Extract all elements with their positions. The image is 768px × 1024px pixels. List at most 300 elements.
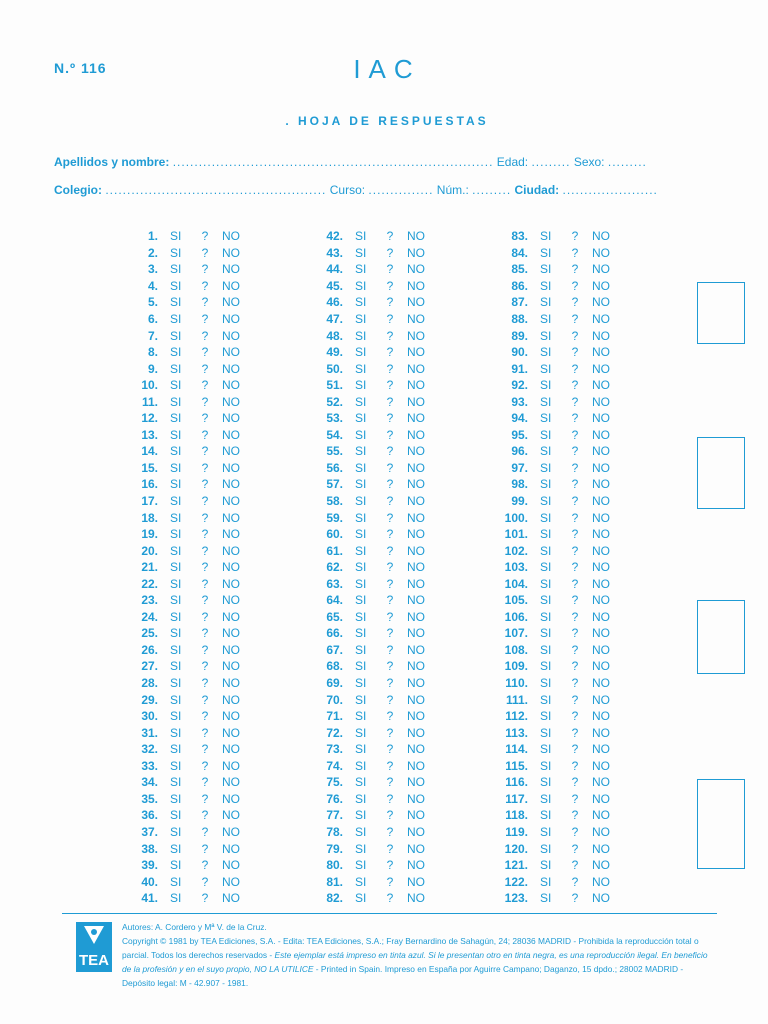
option-yes[interactable]: SI [170,692,182,707]
option-yes[interactable]: SI [540,659,552,674]
option-no[interactable]: NO [407,229,425,244]
option-yes[interactable]: SI [170,659,182,674]
option-yes[interactable]: SI [170,609,182,624]
option-maybe[interactable]: ? [386,758,394,773]
option-yes[interactable]: SI [170,758,182,773]
option-yes[interactable]: SI [355,494,367,509]
option-no[interactable]: NO [407,824,425,839]
option-no[interactable]: NO [592,295,610,310]
option-yes[interactable]: SI [355,725,367,740]
option-maybe[interactable]: ? [386,345,394,360]
option-no[interactable]: NO [222,626,240,641]
option-maybe[interactable]: ? [386,312,394,326]
option-maybe[interactable]: ? [571,609,579,624]
option-maybe[interactable]: ? [386,229,394,244]
option-no[interactable]: NO [407,560,425,575]
option-no[interactable]: NO [222,361,240,376]
option-no[interactable]: NO [592,328,610,343]
option-no[interactable]: NO [222,510,240,525]
option-maybe[interactable]: ? [386,775,394,790]
score-box-1[interactable] [697,282,745,344]
option-no[interactable]: NO [222,411,240,426]
option-no[interactable]: NO [592,742,610,757]
option-maybe[interactable]: ? [201,543,209,558]
option-no[interactable]: NO [222,444,240,459]
option-no[interactable]: NO [407,477,425,492]
option-yes[interactable]: SI [540,576,552,591]
option-maybe[interactable]: ? [201,775,209,790]
option-yes[interactable]: SI [355,444,367,459]
option-maybe[interactable]: ? [386,295,394,310]
option-yes[interactable]: SI [355,709,367,724]
option-yes[interactable]: SI [540,692,552,707]
option-yes[interactable]: SI [540,477,552,492]
option-no[interactable]: NO [222,312,240,326]
option-yes[interactable]: SI [170,543,182,558]
option-yes[interactable]: SI [540,427,552,442]
option-no[interactable]: NO [592,229,610,244]
option-maybe[interactable]: ? [201,527,209,542]
option-maybe[interactable]: ? [386,328,394,343]
option-maybe[interactable]: ? [386,394,394,409]
option-no[interactable]: NO [592,560,610,575]
city-field[interactable]: ...................... [562,183,658,197]
option-maybe[interactable]: ? [571,874,579,889]
option-no[interactable]: NO [592,676,610,691]
option-yes[interactable]: SI [540,775,552,790]
option-maybe[interactable]: ? [386,742,394,757]
option-yes[interactable]: SI [170,229,182,244]
option-maybe[interactable]: ? [201,593,209,608]
option-maybe[interactable]: ? [201,758,209,773]
option-yes[interactable]: SI [355,593,367,608]
option-maybe[interactable]: ? [571,229,579,244]
option-maybe[interactable]: ? [386,808,394,823]
option-yes[interactable]: SI [540,891,552,906]
option-no[interactable]: NO [407,858,425,873]
option-no[interactable]: NO [222,345,240,360]
option-yes[interactable]: SI [355,361,367,376]
option-yes[interactable]: SI [170,510,182,525]
option-no[interactable]: NO [407,543,425,558]
option-yes[interactable]: SI [170,626,182,641]
option-yes[interactable]: SI [170,328,182,343]
option-yes[interactable]: SI [170,576,182,591]
option-maybe[interactable]: ? [386,874,394,889]
option-maybe[interactable]: ? [386,841,394,856]
option-yes[interactable]: SI [540,626,552,641]
option-no[interactable]: NO [222,460,240,475]
option-maybe[interactable]: ? [201,295,209,310]
option-yes[interactable]: SI [540,791,552,806]
name-field[interactable]: .......................................................................... [172,155,494,169]
option-no[interactable]: NO [222,775,240,790]
option-no[interactable]: NO [592,841,610,856]
option-maybe[interactable]: ? [201,278,209,293]
option-maybe[interactable]: ? [201,245,209,260]
option-no[interactable]: NO [222,858,240,873]
score-box-4[interactable] [697,779,745,869]
option-maybe[interactable]: ? [386,659,394,674]
option-no[interactable]: NO [592,345,610,360]
option-maybe[interactable]: ? [571,709,579,724]
option-no[interactable]: NO [592,576,610,591]
option-yes[interactable]: SI [355,378,367,393]
option-maybe[interactable]: ? [386,411,394,426]
option-yes[interactable]: SI [540,394,552,409]
option-no[interactable]: NO [407,626,425,641]
option-no[interactable]: NO [407,891,425,906]
option-maybe[interactable]: ? [201,460,209,475]
option-maybe[interactable]: ? [571,527,579,542]
option-no[interactable]: NO [222,378,240,393]
option-no[interactable]: NO [592,891,610,906]
course-field[interactable]: ............... [368,183,434,197]
option-maybe[interactable]: ? [571,676,579,691]
option-maybe[interactable]: ? [201,361,209,376]
option-yes[interactable]: SI [355,460,367,475]
option-no[interactable]: NO [592,858,610,873]
option-maybe[interactable]: ? [386,444,394,459]
option-maybe[interactable]: ? [571,444,579,459]
option-maybe[interactable]: ? [201,560,209,575]
option-yes[interactable]: SI [170,460,182,475]
option-maybe[interactable]: ? [201,378,209,393]
option-maybe[interactable]: ? [386,361,394,376]
option-no[interactable]: NO [222,427,240,442]
option-no[interactable]: NO [592,692,610,707]
score-box-3[interactable] [697,600,745,674]
option-yes[interactable]: SI [355,345,367,360]
option-no[interactable]: NO [592,444,610,459]
option-maybe[interactable]: ? [571,775,579,790]
option-maybe[interactable]: ? [386,427,394,442]
option-no[interactable]: NO [407,791,425,806]
option-no[interactable]: NO [407,808,425,823]
option-maybe[interactable]: ? [201,841,209,856]
option-maybe[interactable]: ? [386,477,394,492]
option-yes[interactable]: SI [540,543,552,558]
option-yes[interactable]: SI [540,593,552,608]
option-yes[interactable]: SI [355,626,367,641]
option-yes[interactable]: SI [170,642,182,657]
option-no[interactable]: NO [592,626,610,641]
option-no[interactable]: NO [592,874,610,889]
option-no[interactable]: NO [407,742,425,757]
option-no[interactable]: NO [222,328,240,343]
option-yes[interactable]: SI [355,411,367,426]
number-field[interactable]: ......... [472,183,512,197]
option-yes[interactable]: SI [170,775,182,790]
option-no[interactable]: NO [592,427,610,442]
option-yes[interactable]: SI [170,709,182,724]
option-maybe[interactable]: ? [386,576,394,591]
option-maybe[interactable]: ? [571,791,579,806]
option-yes[interactable]: SI [540,411,552,426]
option-yes[interactable]: SI [170,808,182,823]
option-no[interactable]: NO [592,609,610,624]
option-yes[interactable]: SI [355,742,367,757]
option-maybe[interactable]: ? [201,642,209,657]
option-no[interactable]: NO [407,758,425,773]
option-maybe[interactable]: ? [386,891,394,906]
option-no[interactable]: NO [592,725,610,740]
option-maybe[interactable]: ? [571,742,579,757]
option-maybe[interactable]: ? [201,477,209,492]
option-yes[interactable]: SI [170,858,182,873]
option-yes[interactable]: SI [540,295,552,310]
option-yes[interactable]: SI [540,676,552,691]
option-yes[interactable]: SI [540,328,552,343]
option-yes[interactable]: SI [540,725,552,740]
option-yes[interactable]: SI [170,725,182,740]
option-no[interactable]: NO [222,245,240,260]
option-no[interactable]: NO [407,709,425,724]
option-yes[interactable]: SI [540,361,552,376]
option-no[interactable]: NO [407,312,425,326]
option-no[interactable]: NO [592,775,610,790]
option-maybe[interactable]: ? [386,725,394,740]
option-yes[interactable]: SI [355,659,367,674]
option-yes[interactable]: SI [540,278,552,293]
option-maybe[interactable]: ? [201,411,209,426]
option-maybe[interactable]: ? [201,725,209,740]
option-maybe[interactable]: ? [386,560,394,575]
option-no[interactable]: NO [222,891,240,906]
option-maybe[interactable]: ? [386,709,394,724]
option-yes[interactable]: SI [355,758,367,773]
option-no[interactable]: NO [592,477,610,492]
option-yes[interactable]: SI [170,791,182,806]
option-maybe[interactable]: ? [386,626,394,641]
option-maybe[interactable]: ? [386,262,394,277]
option-maybe[interactable]: ? [386,824,394,839]
option-yes[interactable]: SI [170,427,182,442]
option-no[interactable]: NO [407,262,425,277]
option-yes[interactable]: SI [170,527,182,542]
option-yes[interactable]: SI [170,444,182,459]
option-no[interactable]: NO [222,543,240,558]
option-no[interactable]: NO [592,411,610,426]
option-maybe[interactable]: ? [571,858,579,873]
option-maybe[interactable]: ? [201,444,209,459]
option-maybe[interactable]: ? [386,791,394,806]
option-maybe[interactable]: ? [386,378,394,393]
option-no[interactable]: NO [407,345,425,360]
option-yes[interactable]: SI [170,394,182,409]
option-maybe[interactable]: ? [571,841,579,856]
option-yes[interactable]: SI [170,742,182,757]
option-no[interactable]: NO [592,510,610,525]
option-no[interactable]: NO [407,676,425,691]
option-yes[interactable]: SI [355,245,367,260]
option-no[interactable]: NO [222,808,240,823]
option-maybe[interactable]: ? [386,494,394,509]
option-yes[interactable]: SI [355,229,367,244]
option-yes[interactable]: SI [355,278,367,293]
option-no[interactable]: NO [592,791,610,806]
option-yes[interactable]: SI [540,262,552,277]
option-no[interactable]: NO [222,642,240,657]
option-maybe[interactable]: ? [201,394,209,409]
option-maybe[interactable]: ? [201,609,209,624]
option-yes[interactable]: SI [540,345,552,360]
option-no[interactable]: NO [407,775,425,790]
option-maybe[interactable]: ? [571,378,579,393]
option-maybe[interactable]: ? [571,560,579,575]
option-yes[interactable]: SI [355,609,367,624]
option-no[interactable]: NO [222,394,240,409]
option-maybe[interactable]: ? [386,676,394,691]
option-yes[interactable]: SI [355,427,367,442]
option-no[interactable]: NO [222,609,240,624]
option-yes[interactable]: SI [355,543,367,558]
option-no[interactable]: NO [592,361,610,376]
option-maybe[interactable]: ? [201,791,209,806]
option-no[interactable]: NO [222,725,240,740]
option-maybe[interactable]: ? [571,824,579,839]
option-maybe[interactable]: ? [386,278,394,293]
option-maybe[interactable]: ? [571,361,579,376]
option-maybe[interactable]: ? [201,692,209,707]
option-maybe[interactable]: ? [571,477,579,492]
option-maybe[interactable]: ? [201,742,209,757]
option-yes[interactable]: SI [540,824,552,839]
option-maybe[interactable]: ? [201,345,209,360]
option-yes[interactable]: SI [540,494,552,509]
option-maybe[interactable]: ? [386,510,394,525]
option-no[interactable]: NO [592,527,610,542]
option-maybe[interactable]: ? [201,858,209,873]
option-yes[interactable]: SI [170,824,182,839]
option-yes[interactable]: SI [355,477,367,492]
option-no[interactable]: NO [592,593,610,608]
option-maybe[interactable]: ? [571,345,579,360]
option-maybe[interactable]: ? [571,692,579,707]
option-yes[interactable]: SI [355,262,367,277]
option-no[interactable]: NO [222,494,240,509]
option-maybe[interactable]: ? [571,659,579,674]
option-yes[interactable]: SI [355,791,367,806]
option-no[interactable]: NO [222,692,240,707]
option-no[interactable]: NO [222,295,240,310]
option-yes[interactable]: SI [540,841,552,856]
option-maybe[interactable]: ? [386,642,394,657]
option-no[interactable]: NO [222,824,240,839]
option-maybe[interactable]: ? [386,460,394,475]
option-no[interactable]: NO [592,378,610,393]
option-maybe[interactable]: ? [201,874,209,889]
option-no[interactable]: NO [407,593,425,608]
option-yes[interactable]: SI [355,891,367,906]
option-maybe[interactable]: ? [571,543,579,558]
option-maybe[interactable]: ? [201,808,209,823]
option-maybe[interactable]: ? [201,494,209,509]
option-yes[interactable]: SI [540,560,552,575]
option-yes[interactable]: SI [540,808,552,823]
option-yes[interactable]: SI [540,527,552,542]
option-no[interactable]: NO [222,593,240,608]
option-no[interactable]: NO [407,510,425,525]
option-no[interactable]: NO [407,494,425,509]
option-yes[interactable]: SI [540,229,552,244]
option-maybe[interactable]: ? [201,891,209,906]
option-yes[interactable]: SI [540,858,552,873]
sex-field[interactable]: ......... [607,155,647,169]
option-no[interactable]: NO [407,874,425,889]
option-maybe[interactable]: ? [571,593,579,608]
option-no[interactable]: NO [407,444,425,459]
option-yes[interactable]: SI [170,494,182,509]
option-maybe[interactable]: ? [201,229,209,244]
option-yes[interactable]: SI [355,775,367,790]
option-maybe[interactable]: ? [386,543,394,558]
option-yes[interactable]: SI [355,874,367,889]
option-maybe[interactable]: ? [201,709,209,724]
option-no[interactable]: NO [592,824,610,839]
option-yes[interactable]: SI [170,411,182,426]
option-maybe[interactable]: ? [201,510,209,525]
option-no[interactable]: NO [407,642,425,657]
option-yes[interactable]: SI [355,841,367,856]
option-no[interactable]: NO [407,527,425,542]
option-no[interactable]: NO [222,262,240,277]
option-no[interactable]: NO [407,725,425,740]
option-no[interactable]: NO [222,758,240,773]
option-yes[interactable]: SI [170,560,182,575]
option-yes[interactable]: SI [540,444,552,459]
option-maybe[interactable]: ? [571,411,579,426]
option-no[interactable]: NO [407,361,425,376]
option-yes[interactable]: SI [540,642,552,657]
option-yes[interactable]: SI [540,378,552,393]
option-yes[interactable]: SI [355,295,367,310]
option-no[interactable]: NO [222,709,240,724]
option-maybe[interactable]: ? [571,808,579,823]
option-no[interactable]: NO [407,427,425,442]
option-yes[interactable]: SI [355,560,367,575]
option-no[interactable]: NO [592,543,610,558]
option-maybe[interactable]: ? [571,394,579,409]
option-yes[interactable]: SI [355,328,367,343]
option-yes[interactable]: SI [170,477,182,492]
option-maybe[interactable]: ? [386,593,394,608]
option-no[interactable]: NO [407,328,425,343]
option-maybe[interactable]: ? [386,527,394,542]
option-maybe[interactable]: ? [571,626,579,641]
option-yes[interactable]: SI [540,245,552,260]
option-no[interactable]: NO [222,560,240,575]
option-no[interactable]: NO [222,676,240,691]
option-maybe[interactable]: ? [571,891,579,906]
option-maybe[interactable]: ? [201,659,209,674]
option-yes[interactable]: SI [540,460,552,475]
option-no[interactable]: NO [407,659,425,674]
option-maybe[interactable]: ? [201,427,209,442]
option-yes[interactable]: SI [355,824,367,839]
option-yes[interactable]: SI [540,312,552,326]
option-yes[interactable]: SI [170,278,182,293]
option-yes[interactable]: SI [540,510,552,525]
option-yes[interactable]: SI [170,295,182,310]
age-field[interactable]: ......... [531,155,571,169]
option-maybe[interactable]: ? [571,312,579,326]
option-no[interactable]: NO [592,460,610,475]
option-maybe[interactable]: ? [571,245,579,260]
option-maybe[interactable]: ? [201,676,209,691]
option-maybe[interactable]: ? [201,576,209,591]
option-maybe[interactable]: ? [201,262,209,277]
